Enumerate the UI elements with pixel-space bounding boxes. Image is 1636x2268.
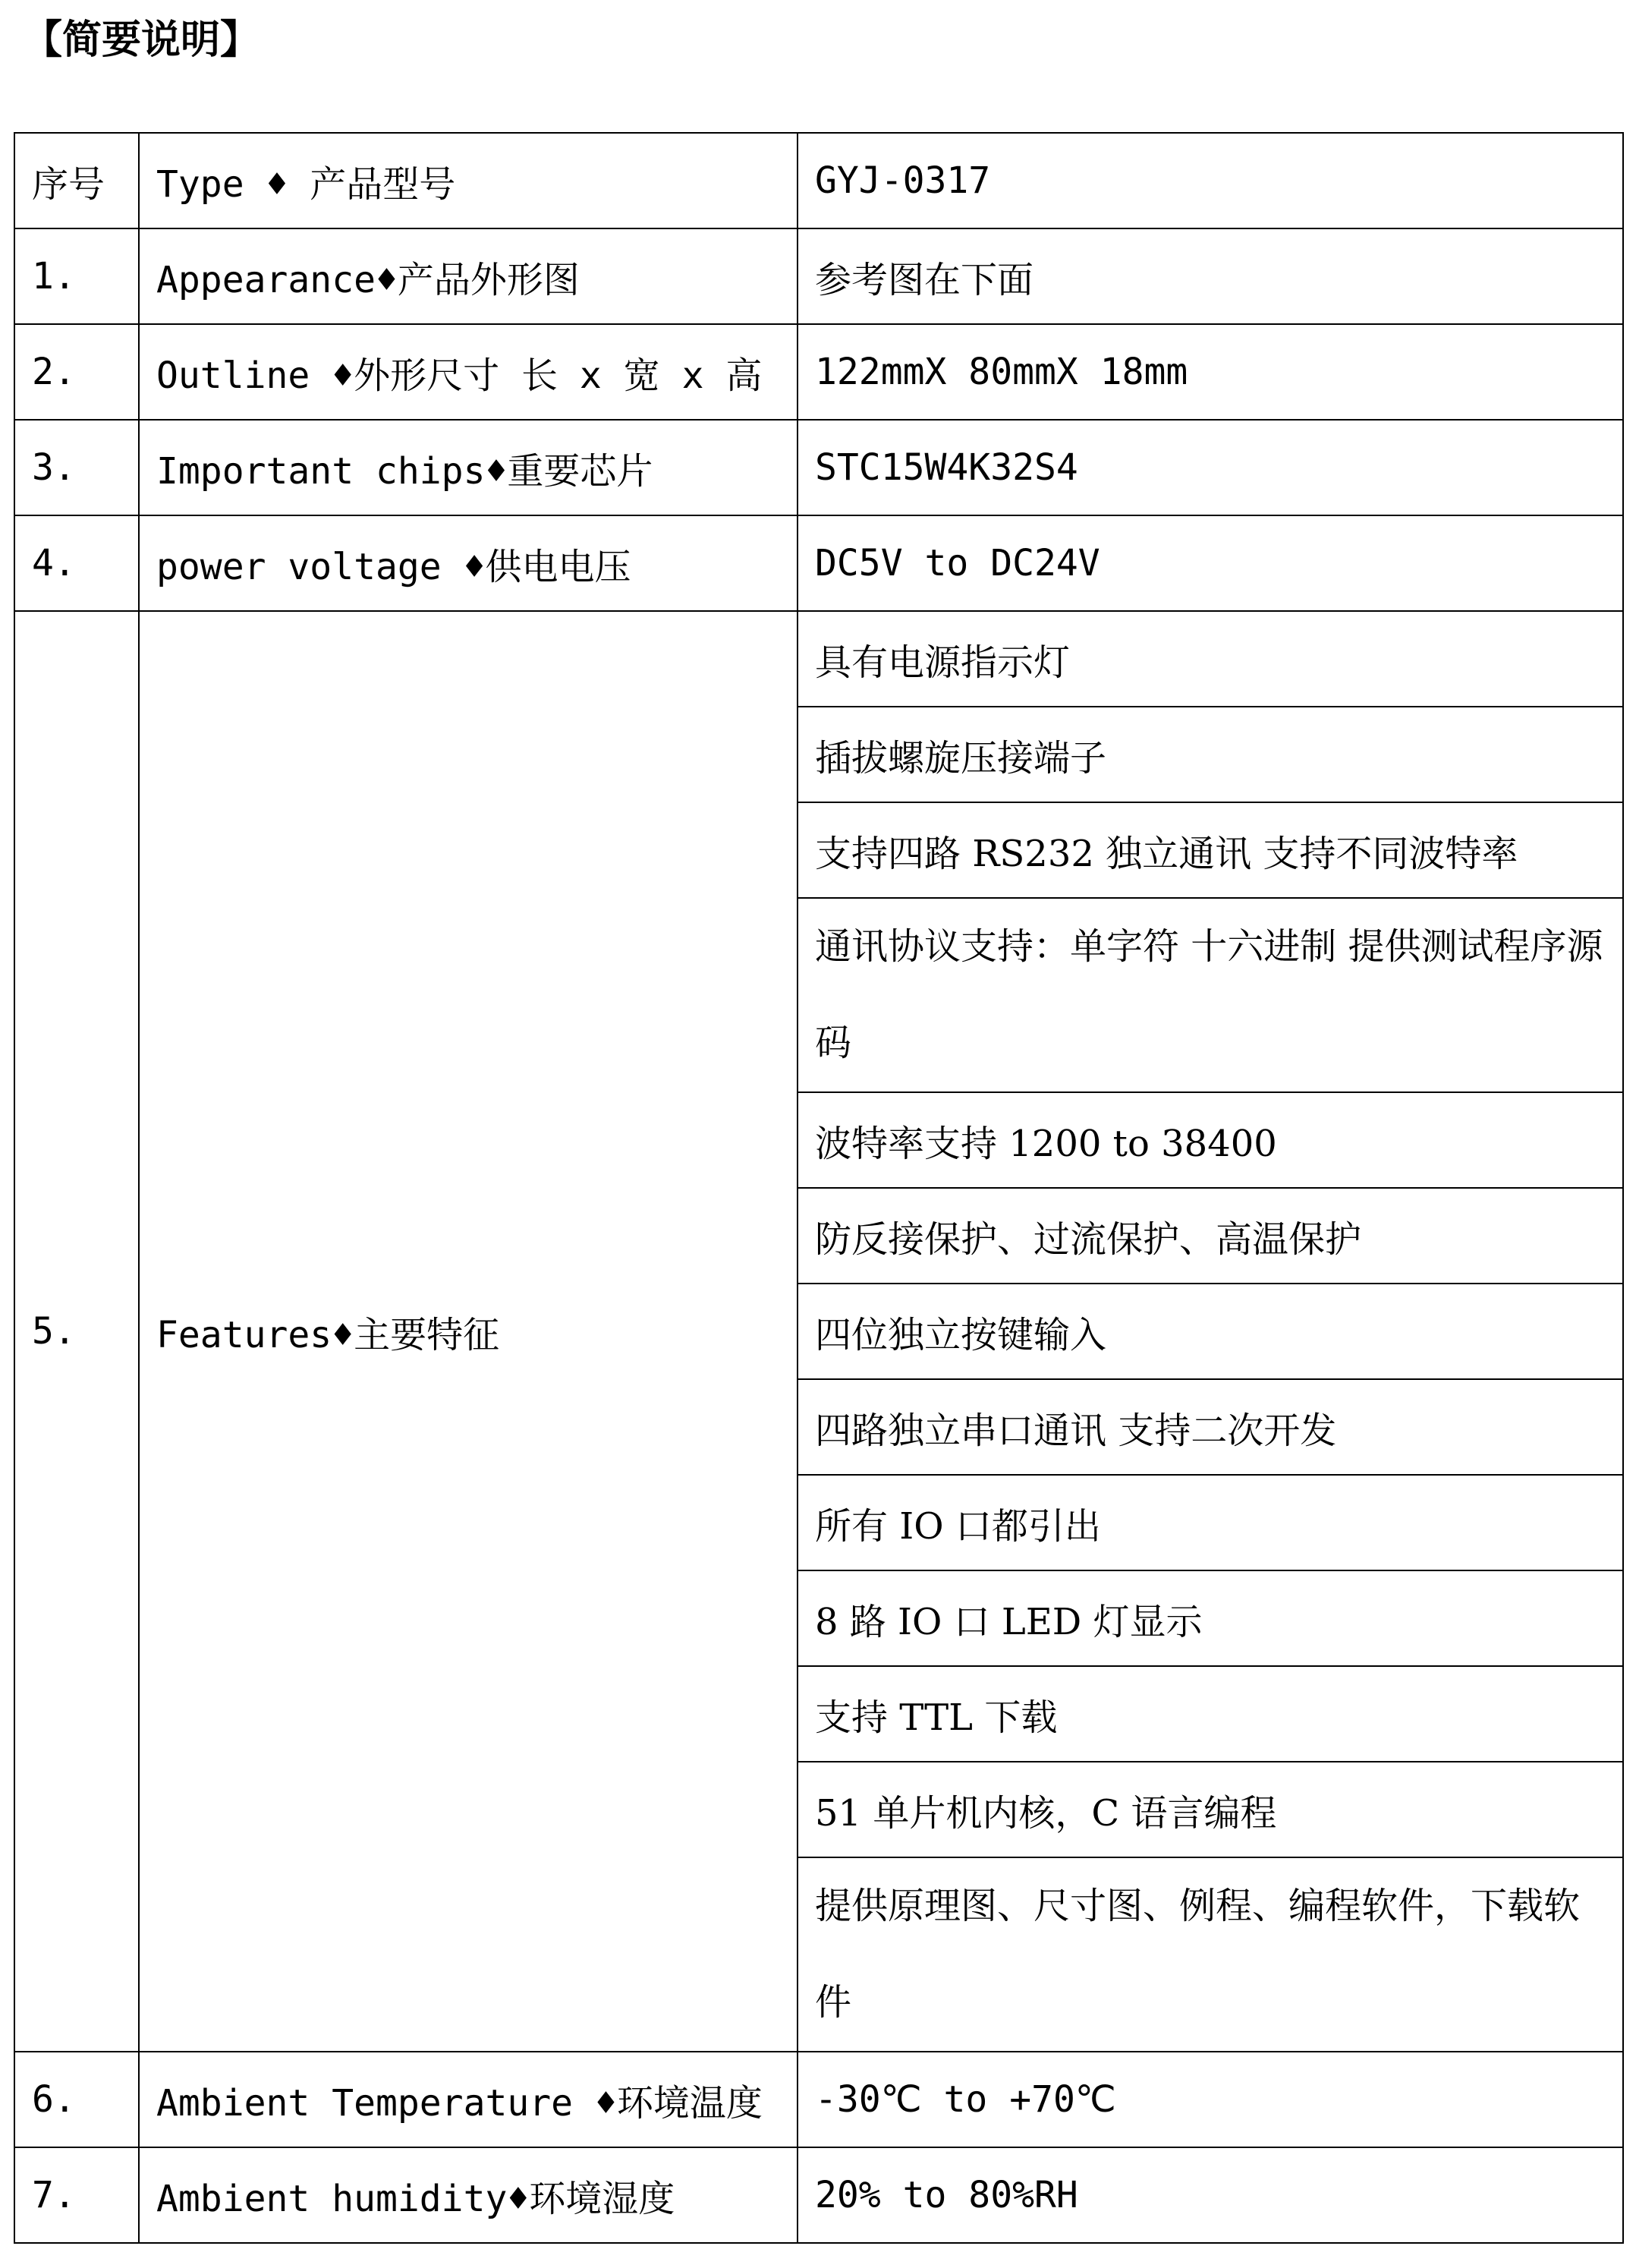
cell-value: 参考图在下面 <box>798 228 1623 324</box>
cell-value: -30℃ to +70℃ <box>798 2052 1623 2147</box>
table-row-header <box>14 133 1623 228</box>
feature-item: 四位独立按键输入 <box>798 1284 1623 1379</box>
cell-no: 2. <box>14 324 139 420</box>
cell-no: 4. <box>14 515 139 611</box>
feature-item: 8 路 IO 口 LED 灯显示 <box>798 1570 1623 1666</box>
cell-value: 20% to 80%RH <box>798 2147 1623 2243</box>
table-row <box>14 515 1623 611</box>
feature-item: 支持 TTL 下载 <box>798 1666 1623 1762</box>
cell-item: Type ♦ 产品型号 <box>139 133 798 228</box>
table-row <box>14 420 1623 515</box>
cell-item: Important chips♦重要芯片 <box>139 420 798 515</box>
page-heading: 【简要说明】 <box>23 17 260 63</box>
cell-item: Features♦主要特征 <box>139 611 798 2052</box>
cell-value: DC5V to DC24V <box>798 515 1623 611</box>
feature-item: 提供原理图、尺寸图、例程、编程软件，下载软件 <box>798 1857 1623 2052</box>
cell-no: 5. <box>14 611 139 2052</box>
cell-item: power voltage ♦供电电压 <box>139 515 798 611</box>
cell-value: GYJ-0317 <box>798 133 1623 228</box>
feature-item: 四路独立串口通讯 支持二次开发 <box>798 1379 1623 1475</box>
feature-item: 所有 IO 口都引出 <box>798 1475 1623 1570</box>
table-row-features <box>14 611 1623 707</box>
cell-value: 122mmX 80mmX 18mm <box>798 324 1623 420</box>
cell-no: 7. <box>14 2147 139 2243</box>
cell-no: 序号 <box>14 133 139 228</box>
feature-item: 插拔螺旋压接端子 <box>798 707 1623 802</box>
feature-item: 波特率支持 1200 to 38400 <box>798 1092 1623 1188</box>
table-row <box>14 2147 1623 2243</box>
cell-value: STC15W4K32S4 <box>798 420 1623 515</box>
cell-item: Ambient humidity♦环境湿度 <box>139 2147 798 2243</box>
feature-item: 51 单片机内核，C 语言编程 <box>798 1762 1623 1857</box>
cell-item: Outline ♦外形尺寸 长 x 宽 x 高 <box>139 324 798 420</box>
cell-item: Appearance♦产品外形图 <box>139 228 798 324</box>
spec-table <box>14 132 1624 2244</box>
feature-item: 具有电源指示灯 <box>798 611 1623 707</box>
feature-item: 支持四路 RS232 独立通讯 支持不同波特率 <box>798 802 1623 898</box>
cell-no: 1. <box>14 228 139 324</box>
feature-item: 防反接保护、过流保护、高温保护 <box>798 1188 1623 1284</box>
cell-no: 3. <box>14 420 139 515</box>
table-row <box>14 324 1623 420</box>
feature-item: 通讯协议支持：单字符 十六进制 提供测试程序源码 <box>798 898 1623 1092</box>
table-row <box>14 228 1623 324</box>
cell-no: 6. <box>14 2052 139 2147</box>
table-row <box>14 2052 1623 2147</box>
cell-item: Ambient Temperature ♦环境温度 <box>139 2052 798 2147</box>
